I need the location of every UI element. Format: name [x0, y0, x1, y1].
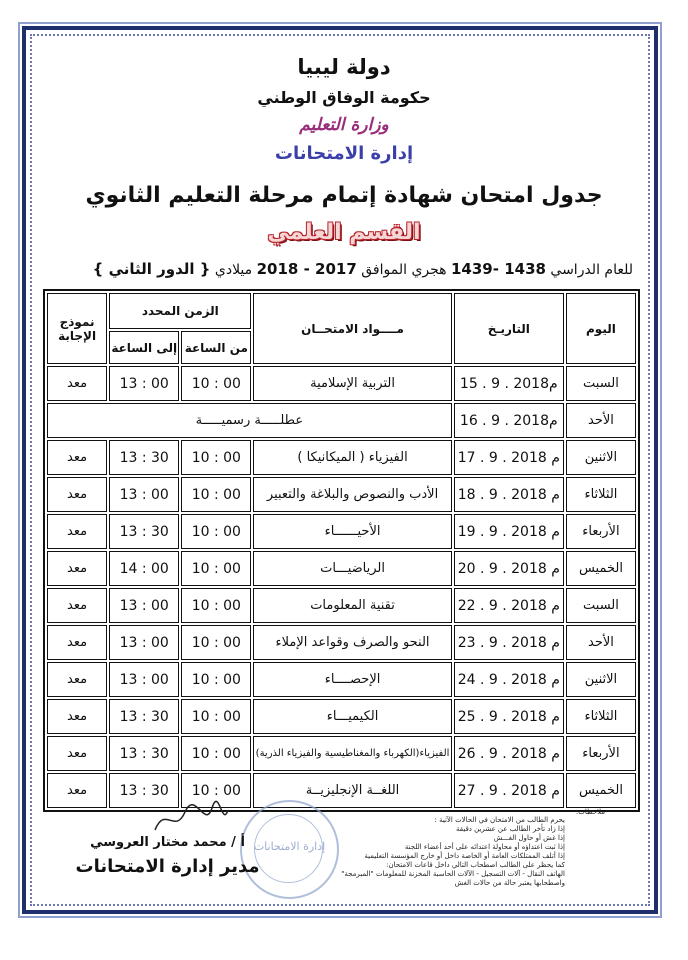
header-to: إلى الساعة: [109, 331, 179, 364]
cell-from: 10 : 00: [181, 773, 251, 808]
signature-block: [70, 835, 265, 877]
document-title: جدول امتحان شهادة إتمام مرحلة التعليم الثانوي: [85, 183, 603, 208]
cell-date: 26 . 9 . 2018 م: [454, 736, 564, 771]
cell-date: 19 . 9 . 2018 م: [454, 514, 564, 549]
table-row: [47, 551, 636, 586]
table-row: [47, 773, 636, 808]
exam-schedule-table: [43, 289, 640, 812]
table-row: [47, 625, 636, 660]
cell-answer: معد: [47, 699, 107, 734]
cell-date: 18 . 9 . 2018 م: [454, 477, 564, 512]
exam-round: { الدور الثاني }: [92, 260, 211, 278]
cell-to: 13 : 00: [109, 477, 179, 512]
header-subject: مــــواد الامتحــان: [253, 293, 451, 364]
cell-day: الأحد: [566, 625, 636, 660]
cell-answer: معد: [47, 514, 107, 549]
stamp-text: إدارة الامتحانات: [253, 840, 326, 853]
table-row: [47, 736, 636, 771]
cell-to: 13 : 00: [109, 366, 179, 401]
cell-date: 27 . 9 . 2018 م: [454, 773, 564, 808]
section-title: القسم العلمي: [267, 220, 421, 245]
header-answer: نموذج الإجابة: [47, 293, 107, 364]
cell-date: 15 . 9 . 2018م: [454, 366, 564, 401]
cell-subject: التربية الإسلامية: [253, 366, 451, 401]
cell-date: 25 . 9 . 2018 م: [454, 699, 564, 734]
table-row: [47, 366, 636, 401]
note-item: إذا ثبت اعتداؤه أو محاولة اعتدائه على أحد أعضاء اللجنة: [404, 843, 565, 851]
cell-day: الأربعاء: [566, 514, 636, 549]
table-row: [47, 588, 636, 623]
cell-subject: الإحصــــاء: [253, 662, 451, 697]
department-name: إدارة الامتحانات: [274, 143, 414, 164]
cell-answer: معد: [47, 551, 107, 586]
cell-date: 22 . 9 . 2018 م: [454, 588, 564, 623]
government-name: حكومة الوفاق الوطني: [257, 88, 431, 107]
signatory-role: مدير إدارة الامتحانات: [75, 856, 260, 877]
cell-day: الأحد: [566, 403, 636, 438]
cell-to: 13 : 00: [109, 588, 179, 623]
note-item: واصطحابها يعتبر حالة من حالات الغش: [454, 879, 565, 887]
notes-heading: ملاحظات:: [575, 808, 605, 816]
cell-answer: معد: [47, 366, 107, 401]
cell-to: 13 : 30: [109, 773, 179, 808]
cell-from: 10 : 00: [181, 625, 251, 660]
cell-subject: الفيزياء(الكهرباء والمغناطيسية والفيزياء الذرية): [253, 736, 451, 771]
year-gregorian: 2017 - 2018: [256, 260, 357, 278]
notes-block: [255, 808, 605, 888]
note-item: يحرم الطالب من الامتحان في الحالات الآتية :: [434, 816, 565, 824]
cell-subject: الكيميـــاء: [253, 699, 451, 734]
header-from: من الساعة: [181, 331, 251, 364]
cell-from: 10 : 00: [181, 699, 251, 734]
cell-from: 10 : 00: [181, 662, 251, 697]
cell-answer: معد: [47, 588, 107, 623]
cell-answer: معد: [47, 773, 107, 808]
cell-to: 13 : 30: [109, 736, 179, 771]
year-hijri: 1438 -1439: [451, 260, 546, 278]
cell-day: الخميس: [566, 773, 636, 808]
note-item: إذا أتلف الممتلكات العامة أو الخاصة داخل أو خارج المؤسسة التعليمية: [364, 852, 565, 860]
table-row: [47, 440, 636, 475]
cell-from: 10 : 00: [181, 551, 251, 586]
cell-from: 10 : 00: [181, 366, 251, 401]
cell-day: الخميس: [566, 551, 636, 586]
table-row: [47, 477, 636, 512]
cell-from: 10 : 00: [181, 736, 251, 771]
note-item: كما يحظر على الطالب اصطحاب التالي داخل قاعات الامتحان:: [386, 861, 565, 869]
cell-to: 13 : 00: [109, 662, 179, 697]
cell-answer: معد: [47, 440, 107, 475]
cell-to: 13 : 30: [109, 699, 179, 734]
cell-holiday: عطلـــــة رسميـــــة: [47, 403, 452, 438]
note-item: الهاتف النقال - آلات التسجيل - الآلات الحاسبة المخزنة للمعلومات "المبرمجة": [341, 870, 565, 878]
cell-day: الاثنين: [566, 440, 636, 475]
signatory-name: أ / محمد مختار العروسي: [90, 835, 245, 850]
table-row: [47, 662, 636, 697]
cell-day: السبت: [566, 366, 636, 401]
cell-date: 23 . 9 . 2018 م: [454, 625, 564, 660]
cell-subject: تقنية المعلومات: [253, 588, 451, 623]
cell-answer: معد: [47, 477, 107, 512]
note-item: إذا غش أو حاول الغـــش: [493, 834, 565, 842]
table-row: [47, 514, 636, 549]
cell-subject: النحو والصرف وقواعد الإملاء: [253, 625, 451, 660]
cell-to: 14 : 00: [109, 551, 179, 586]
cell-to: 13 : 00: [109, 625, 179, 660]
cell-subject: الأدب والنصوص والبلاغة والتعبير: [253, 477, 451, 512]
note-item: إذا زاد تأخر الطالب عن عشرين دقيقة: [456, 825, 565, 833]
year-suffix: ميلادي: [214, 262, 253, 278]
cell-day: السبت: [566, 588, 636, 623]
cell-from: 10 : 00: [181, 440, 251, 475]
year-mid: هجري الموافق: [361, 262, 447, 278]
cell-day: الثلاثاء: [566, 699, 636, 734]
header-date: التاريـخ: [454, 293, 564, 364]
cell-day: الأربعاء: [566, 736, 636, 771]
cell-to: 13 : 30: [109, 514, 179, 549]
cell-subject: اللغــة الإنجليزيــة: [253, 773, 451, 808]
header-day: اليوم: [566, 293, 636, 364]
cell-to: 13 : 30: [109, 440, 179, 475]
notes-list: [255, 816, 565, 888]
cell-day: الثلاثاء: [566, 477, 636, 512]
cell-subject: الفيزياء ( الميكانيكا ): [253, 440, 451, 475]
schedule-rows: [47, 366, 636, 808]
academic-year-line: [93, 260, 633, 278]
cell-answer: معد: [47, 736, 107, 771]
header-time: الزمن المحدد: [109, 293, 251, 329]
state-name: دولة ليبيا: [297, 55, 391, 79]
signature-scribble: [150, 800, 230, 840]
cell-date: 17 . 9 . 2018 م: [454, 440, 564, 475]
cell-from: 10 : 00: [181, 588, 251, 623]
cell-answer: معد: [47, 662, 107, 697]
cell-subject: الأحيــــــاء: [253, 514, 451, 549]
cell-day: الاثنين: [566, 662, 636, 697]
year-prefix: للعام الدراسي: [550, 262, 633, 278]
cell-date: 16 . 9 . 2018م: [454, 403, 564, 438]
cell-subject: الرياضيـــات: [253, 551, 451, 586]
cell-date: 20 . 9 . 2018 م: [454, 551, 564, 586]
cell-from: 10 : 00: [181, 477, 251, 512]
cell-from: 10 : 00: [181, 514, 251, 549]
ministry-name: وزارة التعليم: [299, 115, 389, 135]
cell-answer: معد: [47, 625, 107, 660]
table-row: [47, 699, 636, 734]
cell-date: 24 . 9 . 2018 م: [454, 662, 564, 697]
table-row: [47, 403, 636, 438]
